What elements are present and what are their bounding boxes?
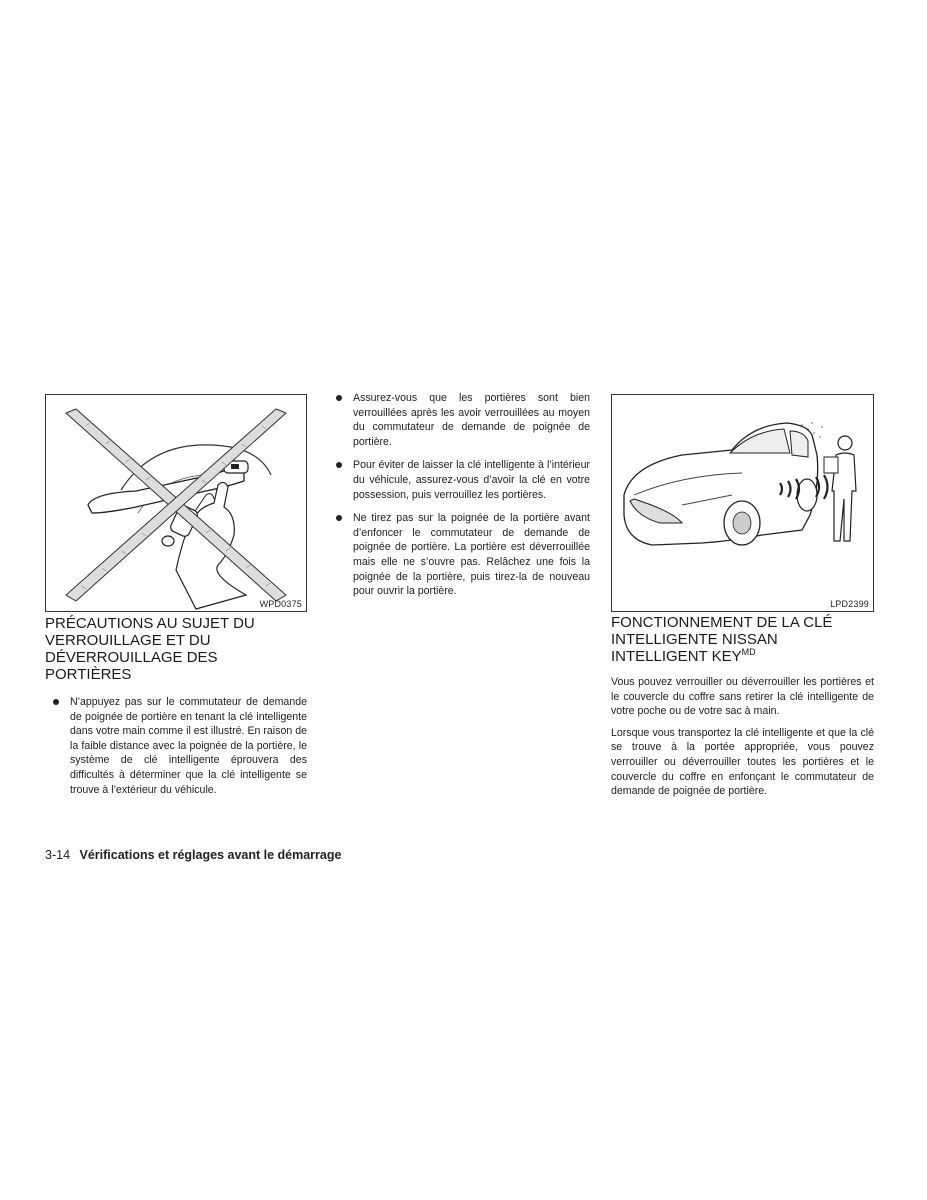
bullet-icon bbox=[336, 515, 342, 521]
page-number: 3-14 bbox=[45, 848, 71, 862]
intelligent-key-illustration bbox=[611, 394, 874, 612]
page-footer bbox=[45, 848, 341, 862]
bullet-icon bbox=[53, 699, 59, 705]
figure-code-label: LPD2399 bbox=[830, 599, 869, 609]
section-heading: FONCTIONNEMENT DE LA CLÉ INTELLIGENTE NISSAN INTELLIGENT $KEY^{MD}$ bbox=[611, 614, 833, 665]
paragraph: Vous pouvez verrouiller ou déverrouiller les portières et le couvercle du coffre sans retirer la clé intelligente de votre poche ou de votre sac à main. bbox=[611, 676, 874, 718]
list-item: Ne tirez pas sur la poignée de la portière avant d’enfoncer le commutateur de demande de poignée de portière. La portière est déverrouillée mais elle ne s’ouvre pas. Relâchez une fois la poignée de la portière, puis tirez-la de nouveau pour ouvrir la portière. bbox=[336, 511, 590, 599]
list-item: Pour éviter de laisser la clé intelligente à l’intérieur du véhicule, assurez-vous d’avoir la clé en votre possession, puis verrouillez les portières. bbox=[336, 458, 590, 502]
car-and-person-drawing bbox=[612, 395, 873, 611]
bullet-icon bbox=[336, 462, 342, 468]
trademark-superscript: MD bbox=[741, 647, 756, 657]
section-title: Vérifications et réglages avant le démarrage bbox=[79, 848, 342, 862]
list-item: N’appuyez pas sur le commutateur de demande de poignée de portière en tenant la clé intelligente dans votre main comme il est illustré. En raison de la faible distance avec la poignée de la portière, le système de clé intelligente éprouvera des difficultés à déterminer que la clé intelligente se trouve à l’extérieur du véhicule. bbox=[53, 695, 307, 797]
door-handle-illustration bbox=[45, 394, 307, 612]
list-item: Assurez-vous que les portières sont bien verrouillées après les avoir verrouillées au moyen du commutateur de demande de poignée de portière. bbox=[336, 391, 590, 449]
bullet-list bbox=[336, 391, 590, 599]
section-heading: PRÉCAUTIONS AU SUJET DU VERROUILLAGE ET DU DÉVERROUILLAGE DES PORTIÈRES bbox=[45, 615, 255, 683]
left-column bbox=[45, 615, 307, 806]
door-handle-warning-drawing bbox=[46, 395, 306, 611]
middle-column bbox=[336, 391, 590, 608]
bullet-icon bbox=[336, 395, 342, 401]
right-column bbox=[611, 614, 874, 806]
figure-code-label: WPD0375 bbox=[259, 599, 302, 609]
paragraph: Lorsque vous transportez la clé intelligente et que la clé se trouve à la portée appropriée, vous pouvez verrouiller ou déverrouiller toutes les portières et le couvercle du coffre en enfonçant le commutateur de demande de poignée de portière. bbox=[611, 726, 874, 798]
bullet-list bbox=[45, 695, 307, 797]
body-text bbox=[611, 675, 874, 799]
